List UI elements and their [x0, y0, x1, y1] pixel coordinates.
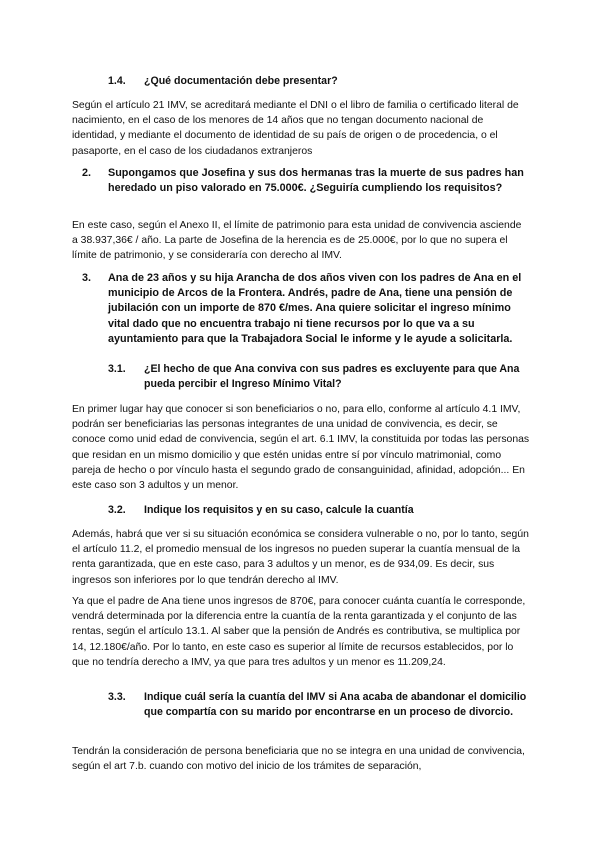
heading-number: 3.2. — [108, 504, 126, 516]
paragraph-documentacion: Según el artículo 21 IMV, se acreditará mediante el DNI o el libro de familia o certificado literal de nacimiento, en el caso de los menores de 14 años que no tengan documento nacional de identidad, y mediante el documento de identidad de su país de origen o de procedencia, o el pasaporte, en el caso de los ciudadanos extranjeros — [72, 100, 519, 157]
heading-text: Ana de 23 años y su hija Arancha de dos años viven con los padres de Ana en el municipio de Arcos de la Frontera. Andrés, padre de Ana, tiene una pensión de jubilación con un importe de 870 €/mes. Ana quiere solicitar el ingreso mínimo vital dado que no encuentra trabajo ni tiene recursos por lo que va a su ayuntamiento para que la Trabajadora Social le informe y le ayude a solicitarla. — [108, 272, 522, 345]
paragraph-patrimonio: En este caso, según el Anexo II, el límite de patrimonio para esta unidad de convivencia asciende a 38.937,36€ / año. La parte de Josefina de la herencia es de 25.000€, por lo que no supera el límite de patrimonio, y se consideraría con derecho al IMV. — [72, 220, 522, 262]
heading-number: 3.1. — [108, 363, 126, 375]
heading-text: ¿El hecho de que Ana conviva con sus padres es excluyente para que Ana pueda percibir el Ingreso Mínimo Vital? — [144, 363, 520, 390]
paragraph-beneficiarios: En primer lugar hay que conocer si son beneficiarios o no, para ello, conforme al artículo 4.1 IMV, podrán ser beneficiarias las personas integrantes de una unidad de convivencia, es decir, se conoce como unid edad de convivencia, según el art. 6.1 IMV, la constituida por todas las personas que residan en un mismo domicilio y que estén unidas entre sí por vínculo matrimonial, como pareja de hecho o por vínculo hasta el segundo grado de consanguinidad, afinidad, adopción... En este caso son 3 adultos y un menor. — [72, 404, 530, 492]
heading-text: ¿Qué documentación debe presentar? — [144, 75, 338, 87]
heading-number: 3.3. — [108, 691, 126, 703]
heading-text: Supongamos que Josefina y sus dos hermanas tras la muerte de sus padres han heredado un piso valorado en 75.000€. ¿Seguiría cumpliendo los requisitos? — [108, 167, 524, 195]
heading-text: Indique cuál sería la cuantía del IMV si Ana acaba de abandonar el domicilio que compartía con su marido por encontrarse en un proceso de divorcio. — [144, 691, 527, 718]
heading-number: 1.4. — [108, 75, 126, 87]
paragraph-divorcio: Tendrán la consideración de persona beneficiaria que no se integra en una unidad de convivencia, según el art 7.b. cuando con motivo del inicio de los trámites de separación, — [72, 746, 525, 773]
paragraph-vulnerabilidad: Además, habrá que ver si su situación económica se considera vulnerable o no, por lo tanto, según el artículo 11.2, el promedio mensual de los ingresos no pueden superar la cuantía mensual de la renta garantizada, que en este caso, para 3 adultos y un menor, es de 934,09. Es decir, sus ingresos son inferiores por lo que tendrán derecho al IMV. — [72, 529, 529, 586]
heading-number: 2. — [82, 167, 92, 179]
paragraph-cuantia: Ya que el padre de Ana tiene unos ingresos de 870€, para conocer cuánta cuantía le corresponde, vendrá determinada por la diferencia entre la cuantía de la renta garantizada y el conjunto de las rentas, según el artículo 13.1. Al saber que la pensión de Andrés es contributiva, se multiplica por 14, 12.180€/año. Por lo tanto, en este caso es superior al límite de recursos establecidos, por lo que no tendría derecho a IMV, ya que para tres adultos y un menor es 11.209,24. — [72, 596, 526, 668]
heading-text: Indique los requisitos y en su caso, calcule la cuantía — [144, 504, 414, 516]
heading-number: 3. — [82, 272, 92, 284]
